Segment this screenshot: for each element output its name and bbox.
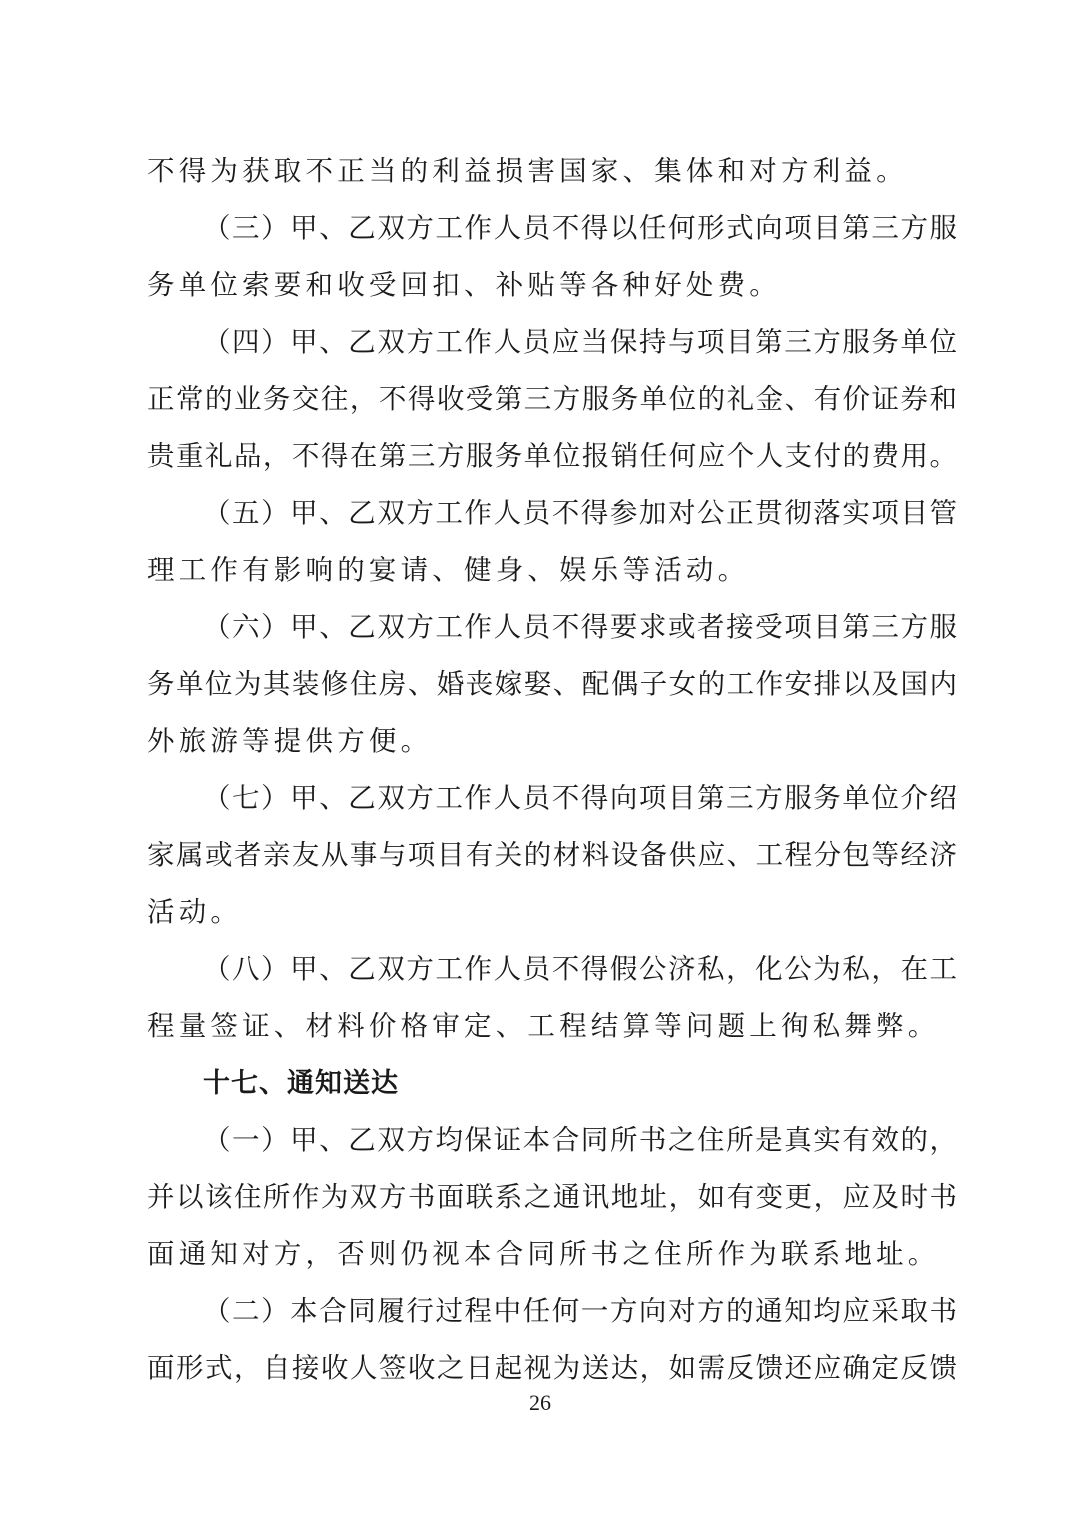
text-line: （一）甲、乙双方均保证本合同所书之住所是真实有效的， — [203, 1124, 957, 1156]
section-heading: 十七、通知送达 — [203, 1068, 399, 1099]
page-number: 26 — [529, 1390, 551, 1415]
text-line: （八）甲、乙双方工作人员不得假公济私，化公为私，在工 — [203, 953, 957, 985]
text-line: （四）甲、乙双方工作人员应当保持与项目第三方服务单位 — [203, 326, 957, 358]
text-line: 贵重礼品，不得在第三方服务单位报销任何应个人支付的费用。 — [147, 440, 957, 472]
text-line: （六）甲、乙双方工作人员不得要求或者接受项目第三方服 — [203, 611, 957, 643]
text-line: 不得为获取不正当的利益损害国家、集体和对方利益。 — [147, 155, 908, 187]
text-line: 面通知对方，否则仍视本合同所书之住所作为联系地址。 — [147, 1238, 940, 1270]
text-line: 程量签证、材料价格审定、工程结算等问题上徇私舞弊。 — [147, 1010, 940, 1042]
text-line: 家属或者亲友从事与项目有关的材料设备供应、工程分包等经济 — [147, 839, 957, 871]
text-line: 活动。 — [147, 896, 243, 928]
text-line: 并以该住所作为双方书面联系之通讯地址，如有变更，应及时书 — [147, 1181, 957, 1213]
text-line: 务单位为其装修住房、婚丧嫁娶、配偶子女的工作安排以及国内 — [147, 668, 957, 700]
text-line: 面形式，自接收人签收之日起视为送达，如需反馈还应确定反馈 — [147, 1352, 957, 1384]
text-line: （七）甲、乙双方工作人员不得向项目第三方服务单位介绍 — [203, 782, 957, 814]
document-body — [147, 143, 957, 1397]
text-line: 正常的业务交往，不得收受第三方服务单位的礼金、有价证券和 — [147, 383, 957, 415]
text-line: （三）甲、乙双方工作人员不得以任何形式向项目第三方服 — [203, 212, 957, 244]
text-line: 外旅游等提供方便。 — [147, 725, 433, 757]
text-line: 理工作有影响的宴请、健身、娱乐等活动。 — [147, 554, 750, 586]
text-line: （二）本合同履行过程中任何一方向对方的通知均应采取书 — [203, 1295, 957, 1327]
text-line: 务单位索要和收受回扣、补贴等各种好处费。 — [147, 269, 781, 301]
text-line: （五）甲、乙双方工作人员不得参加对公正贯彻落实项目管 — [203, 497, 957, 529]
